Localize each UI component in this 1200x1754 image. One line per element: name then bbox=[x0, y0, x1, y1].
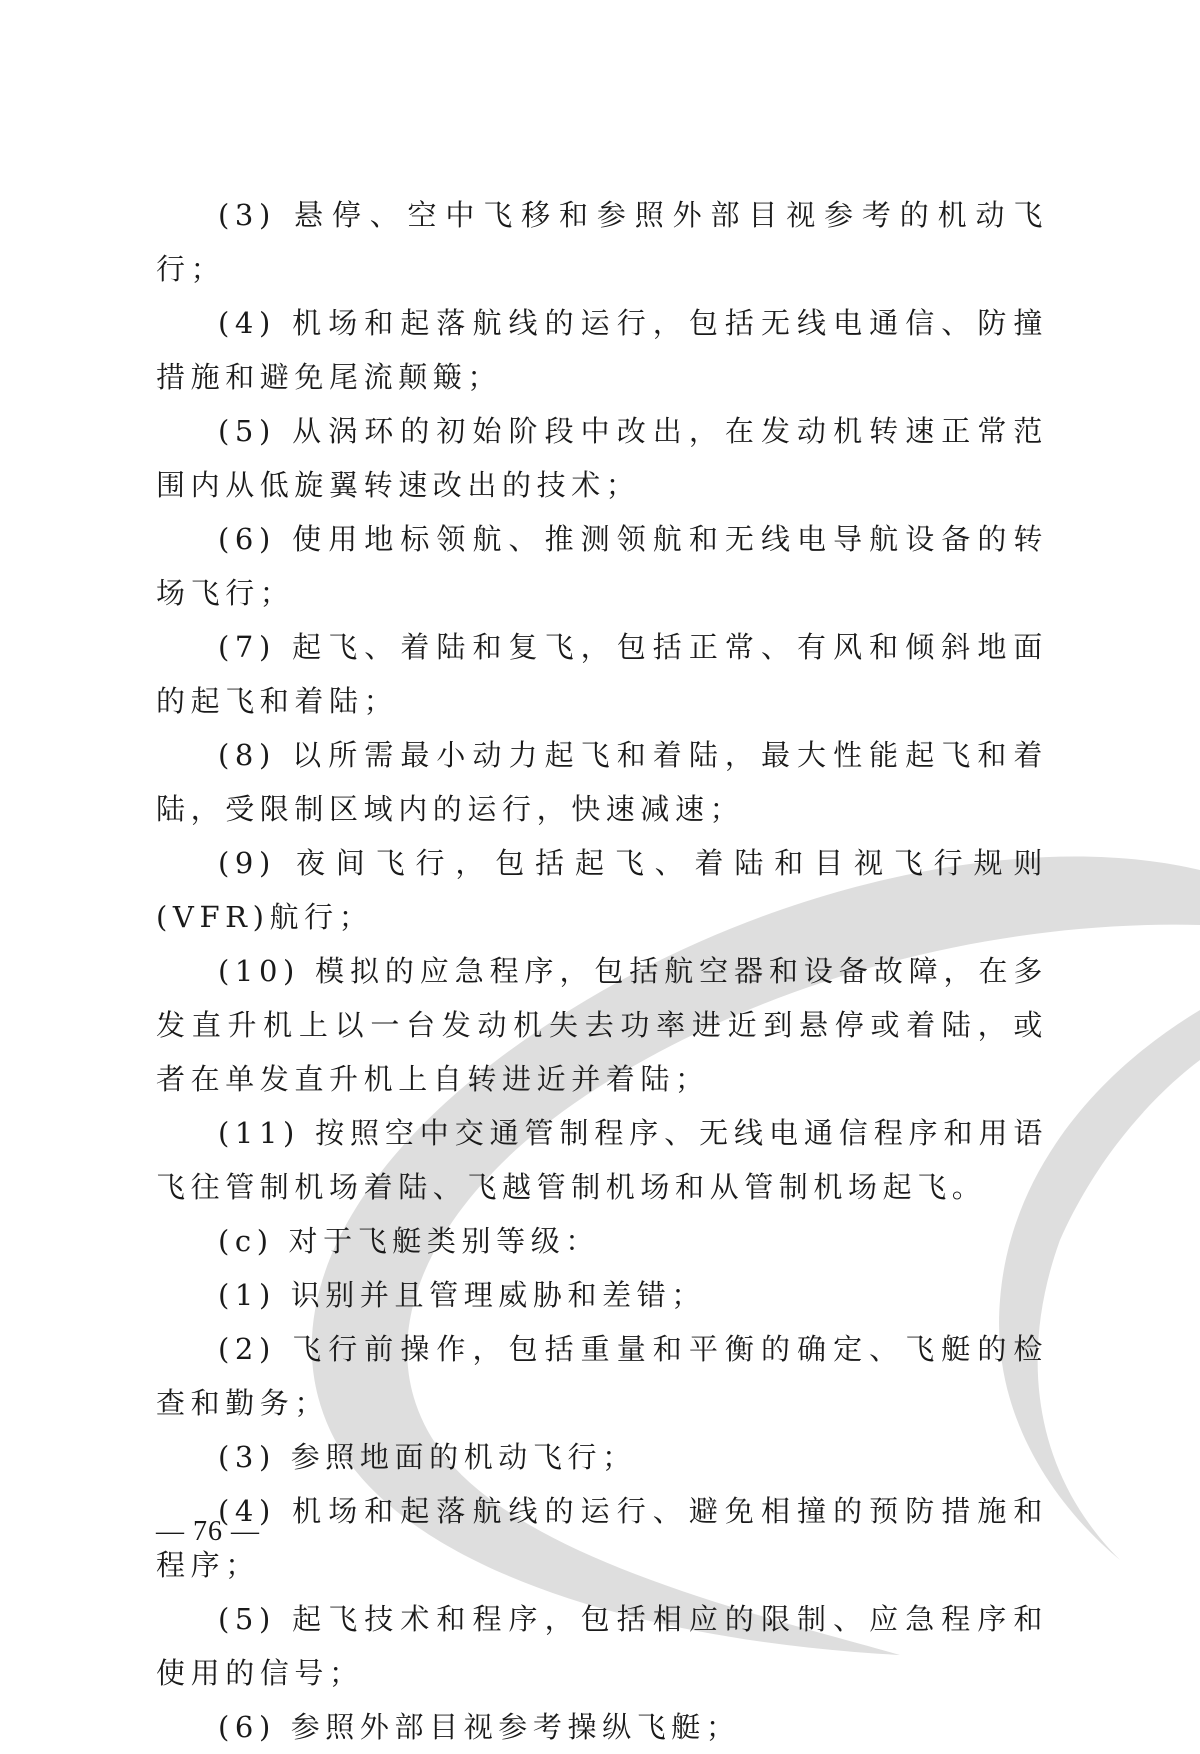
paragraph: (8) 以所需最小动力起飞和着陆，最大性能起飞和着陆，受限制区域内的运行，快速减速； bbox=[156, 738, 1048, 826]
document-body bbox=[156, 188, 1048, 1754]
paragraph: (5) 起飞技术和程序，包括相应的限制、应急程序和使用的信号； bbox=[156, 1602, 1048, 1690]
paragraph: (4) 机场和起落航线的运行、避免相撞的预防措施和程序； bbox=[156, 1494, 1048, 1582]
paragraph: (3) 悬停、空中飞移和参照外部目视参考的机动飞行； bbox=[156, 198, 1048, 286]
paragraph: (6) 参照外部目视参考操纵飞艇； bbox=[218, 1710, 741, 1744]
section-heading: (c) 对于飞艇类别等级： bbox=[218, 1224, 600, 1258]
paragraph: (2) 飞行前操作，包括重量和平衡的确定、飞艇的检查和勤务； bbox=[156, 1332, 1048, 1420]
paragraph: (1) 识别并且管理威胁和差错； bbox=[218, 1278, 706, 1312]
paragraph: (11) 按照空中交通管制程序、无线电通信程序和用语飞往管制机场着陆、飞越管制机场和从管制机场起飞。 bbox=[156, 1116, 1048, 1204]
paragraph: (5) 从涡环的初始阶段中改出，在发动机转速正常范围内从低旋翼转速改出的技术； bbox=[156, 414, 1048, 502]
paragraph: (6) 使用地标领航、推测领航和无线电导航设备的转场飞行； bbox=[156, 522, 1048, 610]
paragraph: (7) 起飞、着陆和复飞，包括正常、有风和倾斜地面的起飞和着陆； bbox=[156, 630, 1048, 718]
paragraph: (9) 夜间飞行，包括起飞、着陆和目视飞行规则(VFR)航行； bbox=[156, 846, 1048, 934]
page-number: — 76 — bbox=[156, 1516, 260, 1547]
paragraph: (4) 机场和起落航线的运行，包括无线电通信、防撞措施和避免尾流颠簸； bbox=[156, 306, 1048, 394]
paragraph: (3) 参照地面的机动飞行； bbox=[218, 1440, 637, 1474]
paragraph: (10) 模拟的应急程序，包括航空器和设备故障，在多发直升机上以一台发动机失去功率进近到悬停或着陆，或者在单发直升机上自转进近并着陆； bbox=[156, 954, 1048, 1096]
